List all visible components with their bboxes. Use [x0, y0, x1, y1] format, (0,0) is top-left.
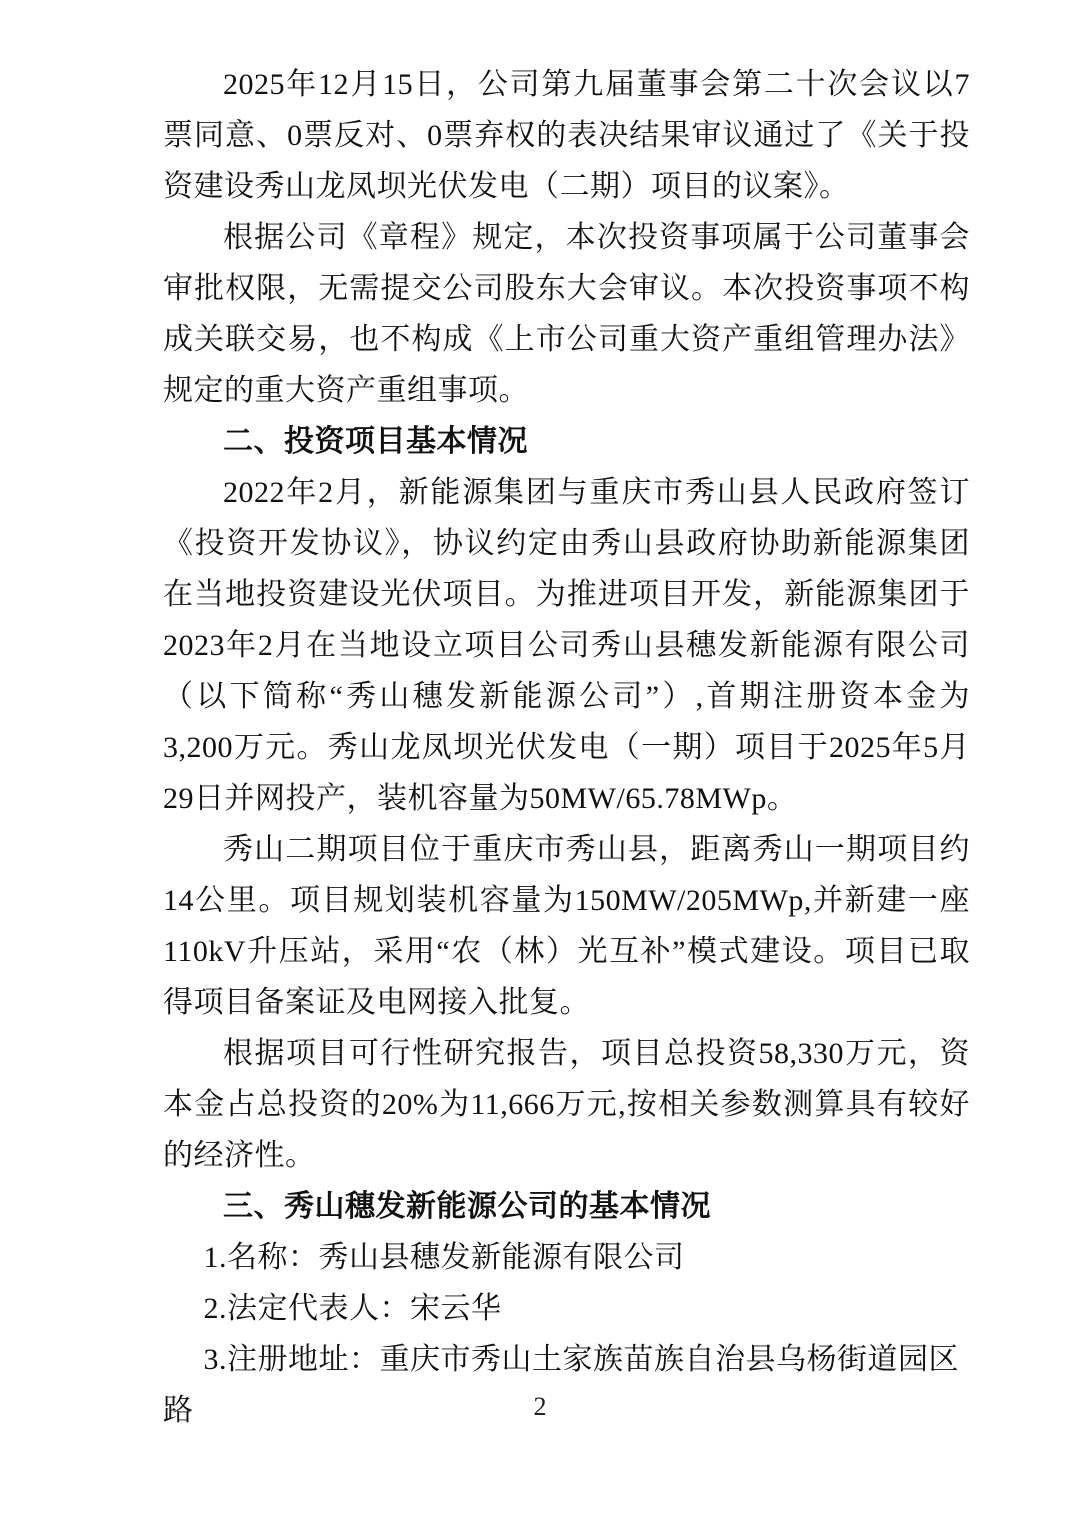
list-item-company-name: 1.名称：秀山县穗发新能源有限公司	[203, 1241, 685, 1274]
paragraph-project-background: 2022年2月，新能源集团与重庆市秀山县人民政府签订《投资开发协议》，协议约定由秀山县政府协助新能源集团在当地投资建设光伏项目。为推进项目开发，新能源集团于2023年2月在当地设立项目公司秀山县穗发新能源有限公司（以下简称“秀山穗发新能源公司”）,首期注册资本金为3,200万元。秀山龙凤坝光伏发电（一期）项目于2025年5月29日并网投产，装机容量为50MW/65.78MWp。	[163, 476, 970, 815]
list-item-legal-representative: 2.法定代表人：宋云华	[203, 1292, 502, 1325]
paragraph-approval-authority: 根据公司《章程》规定，本次投资事项属于公司董事会审批权限，无需提交公司股东大会审议。本次投资事项不构成关联交易，也不构成《上市公司重大资产重组管理办法》规定的重大资产重组事项。	[163, 221, 970, 407]
paragraph-phase2-project-details: 秀山二期项目位于重庆市秀山县，距离秀山一期项目约14公里。项目规划装机容量为150MW/205MWp,并新建一座110kV升压站，采用“农（林）光互补”模式建设。项目已取得项目备案证及电网接入批复。	[163, 833, 970, 1019]
section-heading-investment-project: 二、投资项目基本情况	[223, 425, 528, 458]
page-footer	[0, 1392, 1080, 1422]
page-number: 2	[533, 1392, 547, 1421]
paragraph-board-resolution: 2025年12月15日，公司第九届董事会第二十次会议以7票同意、0票反对、0票弃权的表决结果审议通过了《关于投资建设秀山龙凤坝光伏发电（二期）项目的议案》。	[163, 68, 970, 203]
paragraph-feasibility-study: 根据项目可行性研究报告，项目总投资58,330万元，资本金占总投资的20%为11,666万元,按相关参数测算具有较好的经济性。	[163, 1037, 970, 1172]
section-heading-company-basics: 三、秀山穗发新能源公司的基本情况	[223, 1190, 711, 1223]
list-item-registered-address: 3.注册地址：重庆市秀山土家族苗族自治县乌杨街道园区路	[163, 1343, 959, 1427]
document-body	[163, 59, 970, 1436]
